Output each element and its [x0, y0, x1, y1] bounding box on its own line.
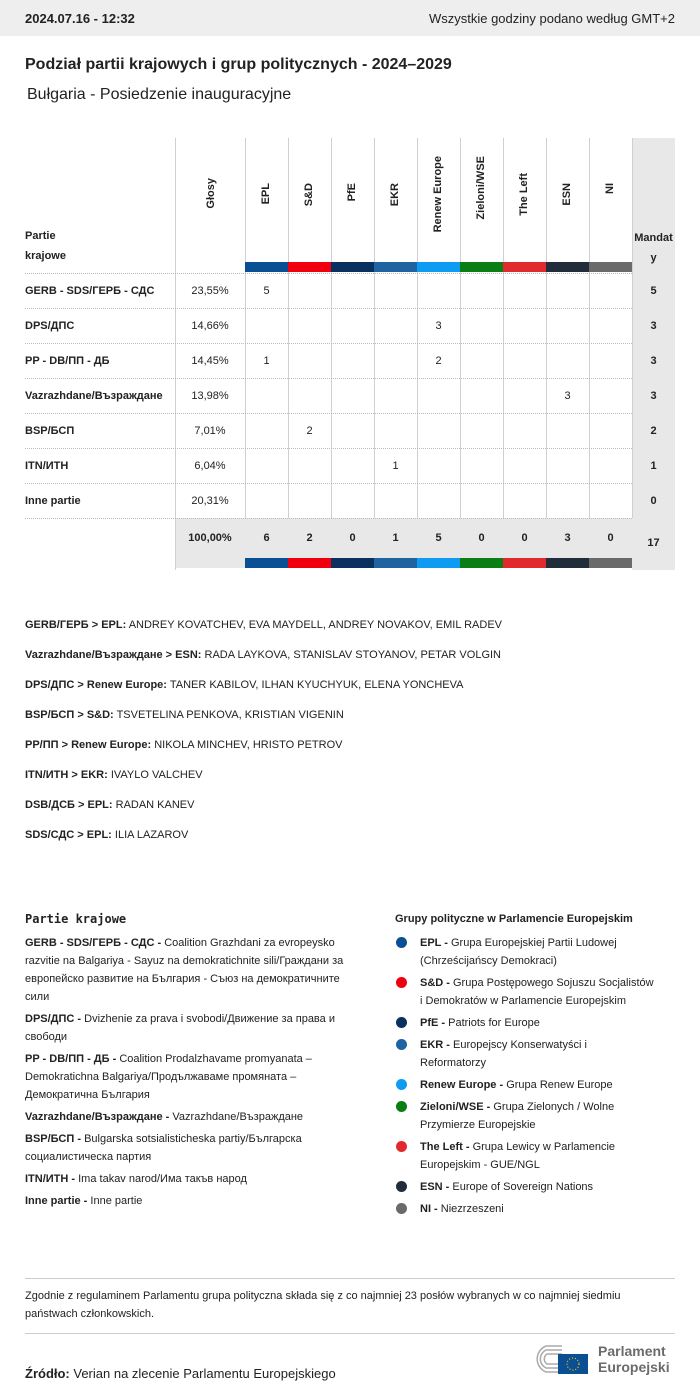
group-legend-text [420, 1178, 593, 1196]
party-abbr: GERB - SDS/ГЕРБ - СДС - [25, 937, 165, 949]
assignment-meps: RADAN KANEV [112, 799, 195, 811]
party-abbr: PP - DB/ПП - ДБ - [25, 1053, 120, 1065]
group-legend-text [420, 1138, 655, 1174]
votes-share: 20,31% [191, 494, 229, 507]
seats-total: 0 [650, 494, 657, 507]
group-color-bar [546, 262, 589, 272]
timezone-note: Wszystkie godziny podano według GMT+2 [428, 10, 675, 26]
group-color-dot-icon [396, 1017, 407, 1028]
group-header-ekr: EKR [389, 183, 401, 207]
group-fullname: Grupa Europejskiej Partii Ludowej (Chrześcijańscy Demokraci) [420, 937, 617, 967]
seats-table [25, 138, 675, 570]
group-legend-text [420, 1036, 655, 1072]
assignment-line [25, 820, 502, 850]
assignment-meps: ILIA LAZAROV [111, 829, 189, 841]
group-seats: 5 [263, 284, 270, 297]
group-color-bar-bottom [245, 558, 288, 568]
group-abbr: Renew Europe - [420, 1079, 507, 1091]
source-label: Źródło: [25, 1366, 70, 1381]
group-color-bar-bottom [460, 558, 503, 568]
group-abbr: ESN - [420, 1181, 453, 1193]
group-color-bar-bottom [331, 558, 374, 568]
party-fullname: Inne partie [90, 1195, 143, 1207]
group-header-esn: ESN [561, 183, 573, 206]
party-legend [25, 910, 365, 1214]
party-name: BSP/БСП [25, 424, 75, 437]
group-legend-text [420, 1098, 655, 1134]
group-legend-text [420, 1076, 613, 1094]
party-name: PP - DB/ПП - ДБ [25, 354, 110, 367]
assignment-key: Vazrazhdane/Възраждане > ESN: [25, 649, 202, 661]
group-legend-item [395, 1036, 655, 1072]
top-bar [0, 0, 700, 36]
group-fullname: Grupa Lewicy w Parlamencie Europejskim - GUE/NGL [420, 1141, 616, 1171]
assignment-meps: NIKOLA MINCHEV, HRISTO PETROV [151, 739, 343, 751]
group-color-dot-icon [396, 1079, 407, 1090]
group-legend-text [420, 974, 655, 1010]
party-abbr: DPS/ДПС - [25, 1013, 85, 1025]
source-text: Verian na zlecenie Parlamentu Europejskiego [69, 1366, 336, 1381]
group-seats-total: 0 [607, 532, 614, 544]
group-legend-item [395, 934, 655, 970]
group-legend-text [420, 934, 655, 970]
column-divider [546, 138, 547, 518]
source [25, 1366, 336, 1381]
group-seats: 1 [263, 354, 270, 367]
mep-assignments [25, 610, 502, 850]
assignment-line [25, 700, 502, 730]
group-fullname: Grupa Renew Europe [506, 1079, 613, 1091]
party-fullname: Coalition Grazhdani za evropeysko razvitie na Balgariya - Sayuz na demokratichnite sili/Граждани за европейско развитие на България - Съюз на демократичните сили [25, 937, 344, 1003]
assignment-meps: TANER KABILOV, ILHAN KYUCHYUK, ELENA YONCHEVA [166, 679, 464, 691]
party-fullname: Dvizhenie za prava i svobodi/Движение за права и свободи [25, 1013, 335, 1043]
group-color-dot-icon [396, 1039, 407, 1050]
group-color-bar-bottom [589, 558, 632, 568]
assignment-meps: ANDREY KOVATCHEV, EVA MAYDELL, ANDREY NOVAKOV, EMIL RADEV [126, 619, 503, 631]
group-legend-item [395, 1098, 655, 1134]
group-legend-title: Grupy polityczne w Parlamencie Europejskim [395, 913, 633, 925]
column-divider [288, 138, 289, 518]
group-color-bar-bottom [503, 558, 546, 568]
party-fullname: Coalition Prodalzhavame promyanata – Demokratichna Balgariya/Продължаваме промяната – Демократична България [25, 1053, 312, 1101]
assignment-line [25, 640, 502, 670]
group-seats-total: 0 [478, 532, 485, 544]
page-title: Podział partii krajowych i grup politycznych - 2024–2029 [25, 56, 452, 73]
party-abbr: BSP/БСП - [25, 1133, 85, 1145]
assignment-line [25, 790, 502, 820]
group-color-bar [460, 262, 503, 272]
column-divider [460, 138, 461, 518]
group-color-bar [417, 262, 460, 272]
party-abbr: ITN/ИТН - [25, 1173, 79, 1185]
seats-total: 5 [650, 284, 657, 297]
group-color-dot-icon [396, 1141, 407, 1152]
group-seats-total: 0 [521, 532, 528, 544]
logo-line1: Parlament [598, 1343, 666, 1359]
group-legend-text [420, 1200, 504, 1218]
group-legend-item [395, 1178, 655, 1196]
group-legend-item [395, 974, 655, 1010]
assignment-meps: IVAYLO VALCHEV [107, 769, 203, 781]
parliament-logo-icon [528, 1342, 592, 1376]
assignment-key: GERB/ГЕРБ > EPL: [25, 619, 127, 631]
party-legend-item [25, 1170, 365, 1188]
group-color-bar [503, 262, 546, 272]
seats-total: 1 [650, 459, 657, 472]
group-color-bar [245, 262, 288, 272]
group-color-bar [589, 262, 632, 272]
group-legend-item [395, 1014, 655, 1032]
group-abbr: PfE - [420, 1017, 449, 1029]
ep-logo [528, 1342, 670, 1376]
assignment-key: PP/ПП > Renew Europe: [25, 739, 152, 751]
grand-total: 17 [647, 537, 660, 549]
column-divider [589, 138, 590, 518]
party-name: ITN/ИТН [25, 459, 69, 472]
party-fullname: Ima takav narod/Има такъв народ [78, 1173, 247, 1185]
assignment-meps: RADA LAYKOVA, STANISLAV STOYANOV, PETAR VOLGIN [201, 649, 501, 661]
group-legend-item [395, 1076, 655, 1094]
votes-header: Głosy [205, 178, 217, 209]
group-header-theleft: The Left [518, 173, 530, 216]
group-abbr: EPL - [420, 937, 451, 949]
seats-total: 3 [650, 389, 657, 402]
group-fullname: Patriots for Europe [448, 1017, 540, 1029]
logo-line2: Europejski [598, 1359, 670, 1375]
group-seats-total: 5 [435, 532, 442, 544]
group-header-ni: NI [604, 183, 616, 194]
group-color-bar-bottom [417, 558, 460, 568]
group-abbr: S&D - [420, 977, 453, 989]
assignment-line [25, 610, 502, 640]
column-divider [503, 138, 504, 518]
group-seats: 3 [564, 389, 571, 402]
group-abbr: Zieloni/WSE - [420, 1101, 494, 1113]
party-header: Partie krajowe [25, 229, 66, 262]
group-color-bar [331, 262, 374, 272]
group-color-dot-icon [396, 977, 407, 988]
group-color-bar-bottom [288, 558, 331, 568]
assignment-meps: TSVETELINA PENKOVA, KRISTIAN VIGENIN [113, 709, 344, 721]
party-legend-item [25, 1130, 365, 1166]
votes-share: 14,45% [191, 354, 229, 367]
seats-header: Mandaty [634, 232, 673, 264]
votes-share: 6,04% [194, 459, 226, 472]
group-color-dot-icon [396, 1101, 407, 1112]
group-header-pfe: PfE [346, 183, 358, 202]
party-legend-item [25, 1010, 365, 1046]
group-seats-total: 0 [349, 532, 356, 544]
party-name: DPS/ДПС [25, 319, 75, 332]
assignment-line [25, 760, 502, 790]
group-legend [395, 910, 655, 1222]
page-subtitle: Bułgaria - Posiedzenie inauguracyjne [27, 86, 292, 103]
votes-share: 14,66% [191, 319, 229, 332]
seats-total: 2 [650, 424, 657, 437]
party-legend-item [25, 1108, 365, 1126]
assignment-line [25, 730, 502, 760]
group-seats: 2 [435, 354, 442, 367]
group-color-bar [288, 262, 331, 272]
group-color-bar [374, 262, 417, 272]
party-fullname: Bulgarska sotsialisticheska partiy/Българска социалистическа партия [25, 1133, 302, 1163]
group-header-reneweurope: Renew Europe [432, 156, 444, 233]
group-abbr: NI - [420, 1203, 441, 1215]
party-name: Vazrazhdane/Възраждане [25, 389, 163, 402]
group-seats: 1 [392, 459, 399, 472]
party-legend-title: Partie krajowe [25, 912, 127, 926]
group-abbr: EKR - [420, 1039, 453, 1051]
group-color-dot-icon [396, 1181, 407, 1192]
group-seats: 2 [306, 424, 313, 437]
party-legend-item [25, 1192, 365, 1210]
group-legend-item [395, 1138, 655, 1174]
group-abbr: The Left - [420, 1141, 473, 1153]
party-name: GERB - SDS/ГЕРБ - СДС [25, 284, 155, 297]
assignment-key: ITN/ИТН > EKR: [25, 769, 108, 781]
group-seats-total: 1 [392, 532, 399, 544]
assignment-key: SDS/СДС > EPL: [25, 829, 112, 841]
column-divider [331, 138, 332, 518]
assignment-line [25, 670, 502, 700]
group-color-dot-icon [396, 1203, 407, 1214]
party-fullname: Vazrazhdane/Възраждане [172, 1111, 304, 1123]
group-header-sd: S&D [303, 183, 315, 207]
group-color-dot-icon [396, 937, 407, 948]
votes-share: 13,98% [191, 389, 229, 402]
rules-note: Zgodnie z regulaminem Parlamentu grupa polityczna składa się z co najmniej 23 posłów wybranych w co najmniej siedmiu państwach członkowskich. [25, 1278, 675, 1334]
group-legend-item [395, 1200, 655, 1218]
group-seats-total: 2 [306, 532, 313, 544]
datetime: 2024.07.16 - 12:32 [25, 10, 135, 26]
party-abbr: Vazrazhdane/Възраждане - [25, 1111, 173, 1123]
group-seats-total: 3 [564, 532, 571, 544]
group-fullname: Niezrzeszeni [440, 1203, 504, 1215]
assignment-key: BSP/БСП > S&D: [25, 709, 114, 721]
column-divider [245, 138, 246, 518]
group-header-epl: EPL [260, 183, 272, 205]
group-legend-text [420, 1014, 540, 1032]
assignment-key: DSB/ДСБ > EPL: [25, 799, 113, 811]
group-fullname: Grupa Zielonych / Wolne Przymierze Europejskie [420, 1101, 615, 1131]
group-fullname: Grupa Postępowego Sojuszu Socjalistów i Demokratów w Parlamencie Europejskim [420, 977, 654, 1007]
assignment-key: DPS/ДПС > Renew Europe: [25, 679, 167, 691]
votes-total: 100,00% [188, 532, 232, 544]
party-name: Inne partie [25, 494, 81, 507]
votes-share: 23,55% [191, 284, 229, 297]
group-seats: 3 [435, 319, 442, 332]
seats-total: 3 [650, 319, 657, 332]
group-fullname: Europe of Sovereign Nations [452, 1181, 594, 1193]
group-seats-total: 6 [263, 532, 270, 544]
party-abbr: Inne partie - [25, 1195, 91, 1207]
group-fullname: Europejscy Konserwatyści i Reformatorzy [420, 1039, 587, 1069]
group-header-zieloniwse: Zieloni/WSE [475, 156, 487, 220]
party-legend-item [25, 934, 365, 1006]
party-legend-item [25, 1050, 365, 1104]
group-color-bar-bottom [374, 558, 417, 568]
votes-share: 7,01% [194, 424, 226, 437]
group-color-bar-bottom [546, 558, 589, 568]
seats-total: 3 [650, 354, 657, 367]
